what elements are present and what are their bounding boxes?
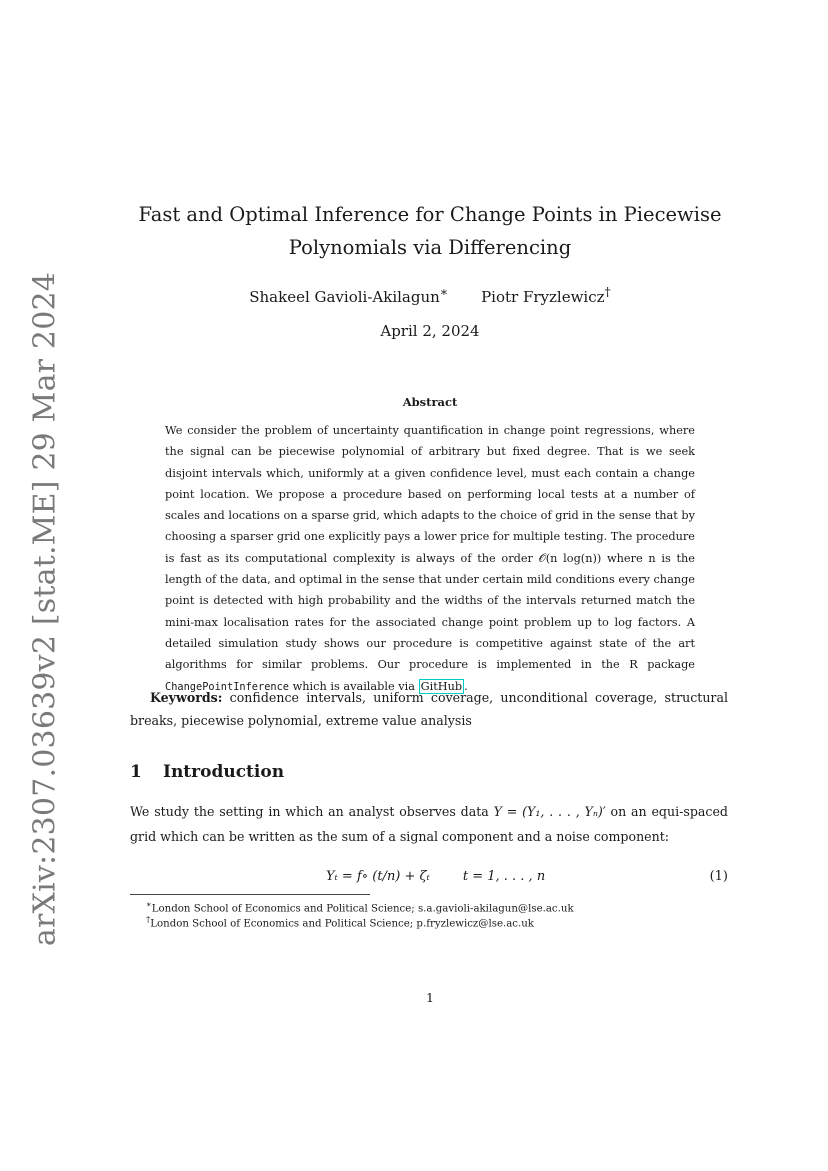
author-1-mark: ∗	[439, 284, 449, 299]
page-number: 1	[426, 990, 434, 1005]
keywords-text: confidence intervals, uniform coverage, unconditional coverage, structural breaks, piecewise polynomial, extreme value analysis	[130, 690, 728, 728]
author-1: Shakeel Gavioli-Akilagun	[249, 288, 440, 306]
arxiv-identifier	[20, 271, 70, 947]
footnote-2	[146, 913, 726, 931]
intro-text-2: on an equi-spaced grid which can be written as the sum of a signal component and a noise component:	[130, 804, 728, 844]
keywords-label: Keywords:	[150, 690, 223, 705]
section-number: 1	[130, 762, 142, 782]
arxiv-identifier-text: arXiv:2307.03639v2 [stat.ME] 29 Mar 2024	[27, 271, 63, 947]
footnote-1-mark: ∗	[146, 900, 152, 910]
equation-body: Yₜ = f∘ (t/n) + ζₜ t = 1, . . . , n	[326, 869, 546, 884]
section-heading	[130, 762, 284, 782]
section-title: Introduction	[163, 762, 285, 782]
title-line-2: Polynomials via Differencing	[288, 236, 572, 259]
equation-1	[130, 869, 728, 889]
intro-paragraph	[130, 800, 728, 849]
intro-text-1: We study the setting in which an analyst observes data	[130, 804, 489, 819]
equation-number: (1)	[709, 869, 728, 884]
paper-date: April 2, 2024	[380, 322, 480, 340]
abstract-text: We consider the problem of uncertainty quantification in change point regressions, where the signal can be piecewise polynomial of arbitrary but fixed degree. That is we seek disjoint intervals which, uniformly at a given confidence level, must each contain a change point location. We propose a procedure based on performing local tests at a number of scales and locations on a sparse grid, which adapts to the choice of grid in the sense that by choosing a sparser grid one explicitly pays a lower price for multiple testing. The procedure is fast as its computational complexity is always of the order 𝒪(n log(n)) where n is the length of the data, and optimal in the sense that under certain mild conditions every change point is detected with high probability and the widths of the intervals returned match the mini-max localisation rates for the associated change point problem up to log factors. A detailed simulation study shows our procedure is competitive against state of the art algorithms for similar problems. Our procedure is implemented in the R package	[165, 424, 695, 672]
abstract-heading: Abstract	[402, 395, 458, 409]
footnote-2-text: London School of Economics and Political Science; p.fryzlewicz@lse.ac.uk	[150, 918, 534, 930]
keywords	[130, 686, 728, 732]
abstract-text-tail: which is available via	[292, 679, 416, 693]
abstract-body: We consider the problem of uncertainty quantification in change point regressions, where the signal can be piecewise polynomial of arbitrary but fixed degree. That is we seek disjoint intervals which, uniformly at a given confidence level, must each contain a change point location. We propose a procedure based on performing local tests at a number of scales and locations on a sparse grid, which adapts to the choice of grid in the sense that by choosing a sparser grid one explicitly pays a lower price for multiple testing. The procedure is fast as its computational complexity is always of the order 𝒪(n log(n)) where n is the length of the data, and optimal in the sense that under certain mild conditions every change point is detected with high probability and the widths of the intervals returned match the mini-max localisation rates for the associated change point problem up to log factors. A detailed simulation study shows our procedure is competitive against state of the art algorithms for similar problems. Our procedure is implemented in the R package ChangePointInference which is available via GitHub .	[165, 424, 695, 693]
footnote-1-text: London School of Economics and Political Science; s.a.gavioli-akilagun@lse.ac.uk	[151, 903, 574, 915]
github-link[interactable]: GitHub	[420, 679, 463, 693]
author-list	[100, 284, 760, 306]
paper-title	[100, 198, 760, 264]
footnote-2-mark: †	[146, 915, 151, 925]
footnote-rule	[130, 894, 370, 895]
intro-math: Y = (Y₁, . . . , Yₙ)′	[493, 804, 606, 819]
author-2-mark: †	[604, 284, 611, 299]
package-name: ChangePointInference	[165, 680, 289, 693]
author-2: Piotr Fryzlewicz	[481, 288, 605, 306]
title-line-1: Fast and Optimal Inference for Change Points in Piecewise	[138, 203, 722, 226]
